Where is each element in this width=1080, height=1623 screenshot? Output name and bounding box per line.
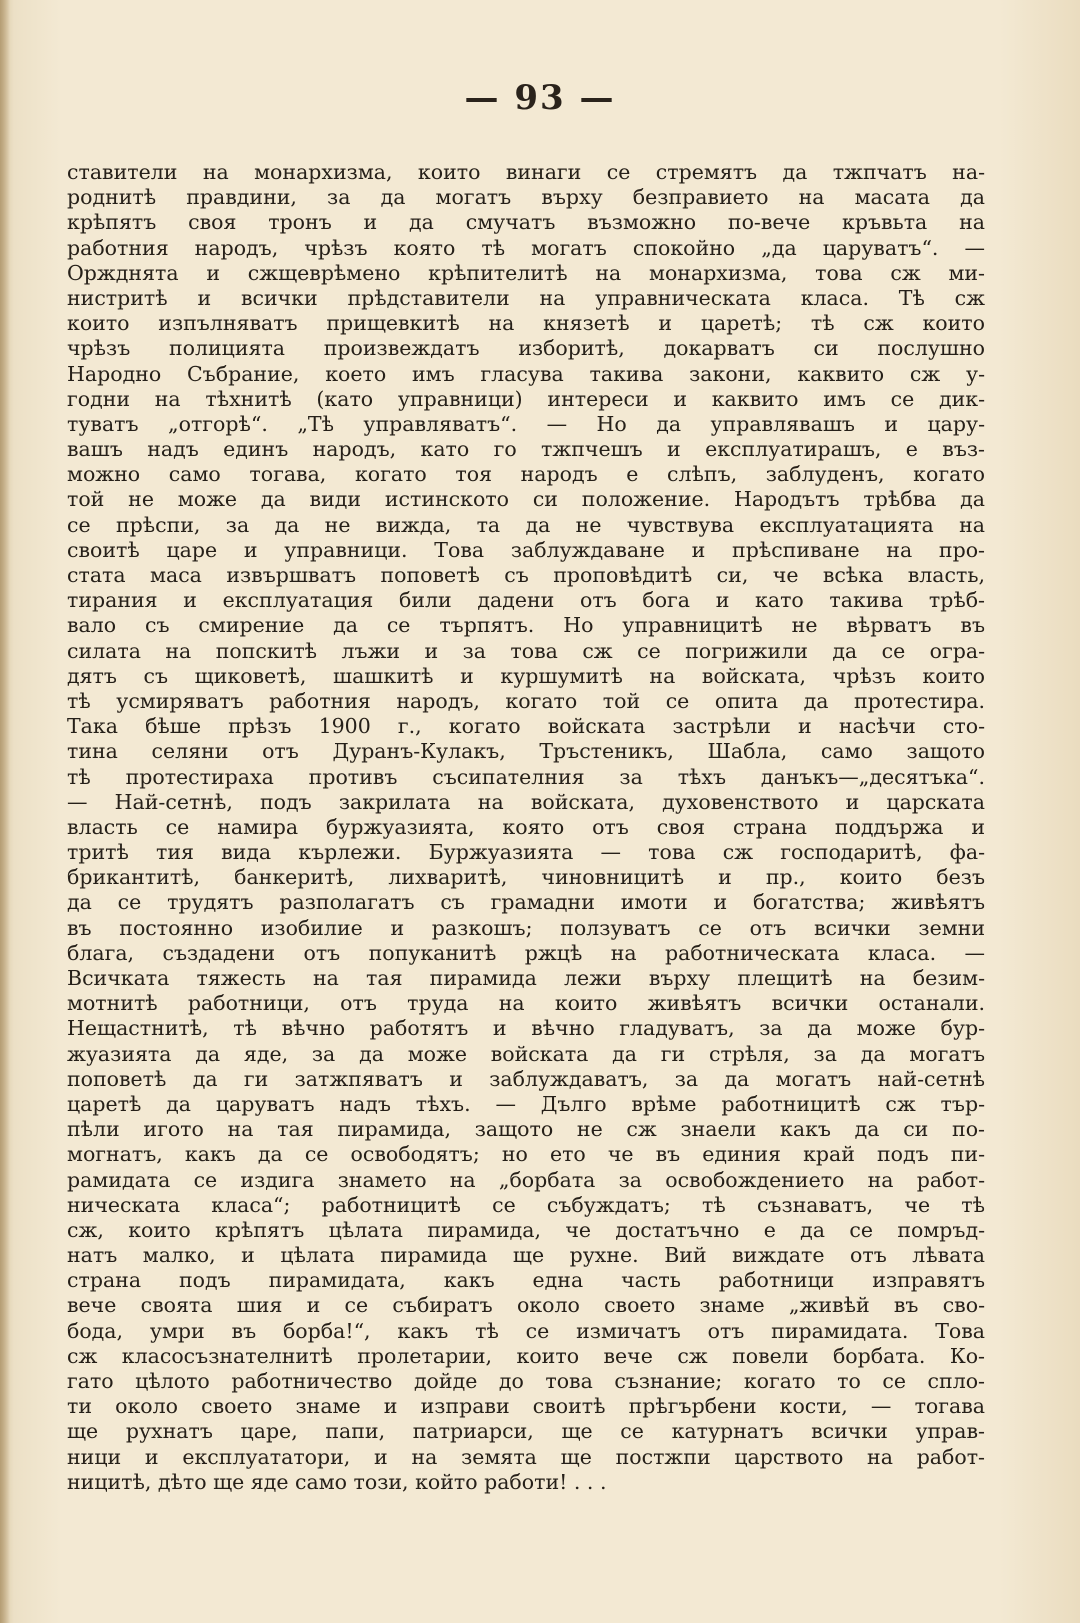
- text-line: годни на тѣхнитѣ (като управници) интереси и каквито имъ се дик-: [67, 386, 985, 411]
- text-line: вече своята шия и се събиратъ около своето знаме „живѣй въ сво-: [67, 1293, 985, 1318]
- text-line: вашъ надъ единъ народъ, като го тжпчешъ и експлуатирашъ, е въз-: [67, 437, 985, 462]
- page-number: — 93 —: [464, 78, 616, 118]
- text-line: власть се намира буржуазията, която отъ своя страна поддържа и: [67, 814, 985, 839]
- text-line: роднитѣ правдини, за да могатъ върху безправието на масата да: [67, 185, 985, 210]
- text-line: крѣпятъ своя тронъ и да смучатъ възможно по-вече кръвьта на: [67, 210, 985, 235]
- text-line: въ постоянно изобилие и разкошъ; ползуватъ се отъ всички земни: [67, 915, 985, 940]
- text-line: тѣ усмиряватъ работния народъ, когато той се опита да протестира.: [67, 688, 985, 713]
- text-line: пѣли игото на тая пирамида, защото не сж знаели какъ да си по-: [67, 1117, 985, 1142]
- text-line: ници и експлуататори, и на земята ще постжпи царството на работ-: [67, 1444, 985, 1469]
- text-line: дятъ съ щиковетѣ, шашкитѣ и куршумитѣ на войската, чрѣзъ които: [67, 663, 985, 688]
- text-line: стата маса извършватъ поповетѣ съ проповѣдитѣ си, че всѣка власть,: [67, 563, 985, 587]
- text-line: Народно Събрание, което имъ гласува такива закони, каквито сж у-: [67, 361, 985, 386]
- text-line: жуазията да яде, за да може войската да ги стрѣля, за да могатъ: [67, 1041, 985, 1066]
- text-line: тирания и експлуатация били дадени отъ бога и като такива трѣб-: [67, 588, 985, 613]
- text-line: тритѣ тия вида кърлежи. Буржуазията — това сж господаритѣ, фа-: [67, 840, 985, 865]
- text-line: се прѣспи, за да не вижда, та да не чувствува експлуатацията на: [67, 512, 985, 537]
- text-line: Всичката тяжесть на тая пирамида лежи върху плещитѣ на безим-: [67, 966, 985, 990]
- text-line: тѣ протестираха противъ съсипателния за тѣхъ данъкъ—„десятъка“.: [67, 764, 985, 789]
- text-line: царетѣ да царуватъ надъ тѣхъ. — Дълго врѣме работницитѣ сж тър-: [67, 1091, 985, 1116]
- text-line: можно само тогава, когато тоя народъ е слѣпъ, заблуденъ, когато: [67, 462, 985, 487]
- text-line: чрѣзъ полицията произвеждатъ изборитѣ, докарватъ си послушно: [67, 336, 985, 361]
- text-line: той не може да види истинското си положение. Народътъ трѣбва да: [67, 487, 985, 512]
- text-line: ническата класа“; работницитѣ се събуждатъ; тѣ съзнаватъ, че тѣ: [67, 1192, 985, 1217]
- text-line: поповетѣ да ги затжпяватъ и заблуждаватъ, за да могатъ най-сетнѣ: [67, 1066, 985, 1091]
- text-line: ницитѣ, дѣто ще яде само този, който работи! . . .: [67, 1469, 607, 1494]
- text-line: бода, умри въ борба!“, какъ тѣ се измичатъ отъ пирамидата. Това: [67, 1318, 985, 1343]
- text-line: сж, които крѣпятъ цѣлата пирамида, че достатъчно е да се помръд-: [67, 1217, 985, 1242]
- text-line: мотнитѣ работници, отъ труда на които живѣятъ всички останали.: [67, 991, 985, 1016]
- text-line: Така бѣше прѣзъ 1900 г., когато войската застрѣли и насѣчи сто-: [67, 714, 985, 739]
- text-line: ти около своето знаме и изправи своитѣ прѣгърбени кости, — тогава: [67, 1394, 985, 1419]
- text-line: натъ малко, и цѣлата пирамида ще рухне. Вий виждате отъ лѣвата: [67, 1243, 985, 1268]
- text-line: Оржднята и сжщеврѣмено крѣпителитѣ на монархизма, това сж ми-: [67, 260, 985, 285]
- text-line: да се трудятъ разполагатъ съ грамадни имоти и богатства; живѣятъ: [67, 890, 985, 915]
- text-line: — Най-сетнѣ, подъ закрилата на войската, духовенството и царската: [67, 789, 985, 814]
- text-line: туватъ „отгорѣ“. „Тѣ управляватъ“. — Но да управлявашъ и цару-: [67, 411, 985, 436]
- text-line: брикантитѣ, банкеритѣ, лихваритѣ, чиновницитѣ и пр., които безъ: [67, 865, 985, 890]
- text-line: гато цѣлото работничество дойде до това съзнание; когато то се сплo-: [67, 1369, 985, 1393]
- text-line: които изпълняватъ прищевкитѣ на князетѣ и царетѣ; тѣ сж които: [67, 311, 985, 336]
- text-line: Нещастнитѣ, тѣ вѣчно работятъ и вѣчно гладуватъ, за да може бур-: [67, 1016, 985, 1041]
- text-line: своитѣ царе и управници. Това заблуждаване и прѣспиване на про-: [67, 537, 985, 562]
- text-line: ставители на монархизма, които винаги се стремятъ да тжпчатъ на-: [67, 160, 985, 184]
- body-text: [67, 160, 985, 1495]
- text-line: страна подъ пирамидата, какъ една часть работници изправятъ: [67, 1268, 985, 1293]
- page-binding-shadow: [0, 0, 10, 1623]
- text-line: нистритѣ и всички прѣдставители на управническата класа. Тѣ сж: [67, 285, 985, 310]
- text-line: могнатъ, какъ да се освободятъ; но ето че въ единия край подъ пи-: [67, 1142, 985, 1167]
- text-line: силата на попскитѣ лъжи и за това сж се погрижили да се огра-: [67, 638, 985, 663]
- text-line: работния народъ, чрѣзъ която тѣ могатъ спокойно „да царуватъ“. —: [67, 235, 985, 260]
- text-line: ще рухнатъ царе, папи, патриарси, ще се катурнатъ всички управ-: [67, 1419, 985, 1444]
- text-line: сж класосъзнателнитѣ пролетарии, които вече сж повели борбата. Ко-: [67, 1343, 985, 1368]
- text-line: тина селяни отъ Дуранъ-Кулакъ, Тръстеникъ, Шабла, само защото: [67, 739, 985, 764]
- text-line: вало съ смирение да се търпятъ. Но управницитѣ не вѣрватъ въ: [67, 613, 985, 638]
- text-line: блага, създадени отъ попуканитѣ ржцѣ на работническата класа. —: [67, 940, 985, 965]
- text-line: рамидата се издига знамето на „борбата за освобождението на работ-: [67, 1167, 985, 1192]
